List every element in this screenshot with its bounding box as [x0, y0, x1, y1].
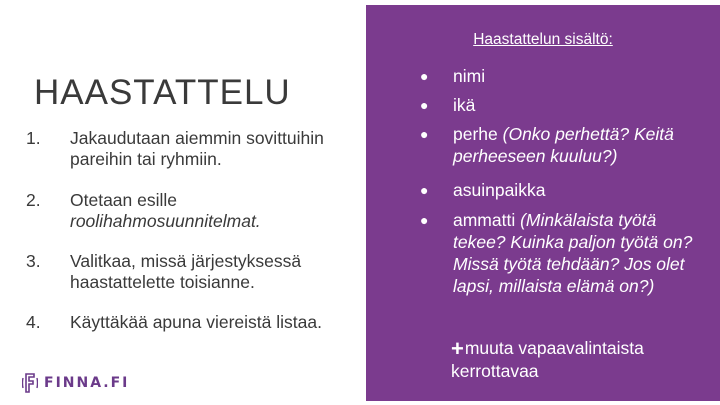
right-panel — [366, 5, 720, 401]
plus-icon: + — [451, 336, 464, 361]
bullet-icon: ● — [420, 97, 429, 113]
finna-logo-icon — [22, 372, 38, 394]
step-item — [26, 251, 356, 293]
step-text: Valitkaa, missä järjestyksessä haastattelette toisianne. — [70, 251, 302, 292]
item-text: muuta vapaavalintaista kerrottavaa — [451, 338, 644, 381]
list-item-extra — [451, 337, 711, 382]
step-number: 3. — [26, 251, 41, 271]
step-item — [26, 128, 356, 170]
finna-logo[interactable] — [22, 372, 129, 394]
step-text: Otetaan esille — [70, 190, 178, 210]
step-number: 1. — [26, 128, 41, 148]
step-number: 4. — [26, 312, 41, 332]
item-note: (Onko perhettä? Keitä perheeseen kuuluu?) — [453, 124, 674, 166]
item-text: ammatti — [453, 210, 521, 230]
item-text: asuinpaikka — [453, 180, 546, 200]
panel-header: Haastattelun sisältö: — [473, 31, 613, 48]
bullet-icon: ● — [420, 212, 429, 228]
step-text: Jakaudutaan aiemmin sovittuihin pareihin tai ryhmiin. — [70, 128, 324, 169]
slide-title: HAASTATTELU — [34, 73, 291, 112]
step-item — [26, 190, 356, 232]
bullet-icon: ● — [420, 182, 429, 198]
step-number: 2. — [26, 190, 41, 210]
logo-text: FINNA.FI — [44, 375, 130, 391]
item-text: perhe — [453, 124, 503, 144]
item-text: nimi — [453, 66, 486, 86]
item-text: ikä — [453, 95, 476, 115]
step-text-emphasis: roolihahmosuunnitelmat. — [70, 211, 261, 231]
item-note: (Minkälaista työtä tekee? Kuinka paljon työtä on? Missä työtä tehdään? Jos olet lapsi, millaista elämä on?) — [453, 210, 693, 296]
step-text: Käyttäkää apuna viereistä listaa. — [70, 312, 322, 332]
bullet-icon: ● — [420, 68, 429, 84]
step-item — [26, 312, 322, 333]
bullet-icon: ● — [420, 126, 429, 142]
